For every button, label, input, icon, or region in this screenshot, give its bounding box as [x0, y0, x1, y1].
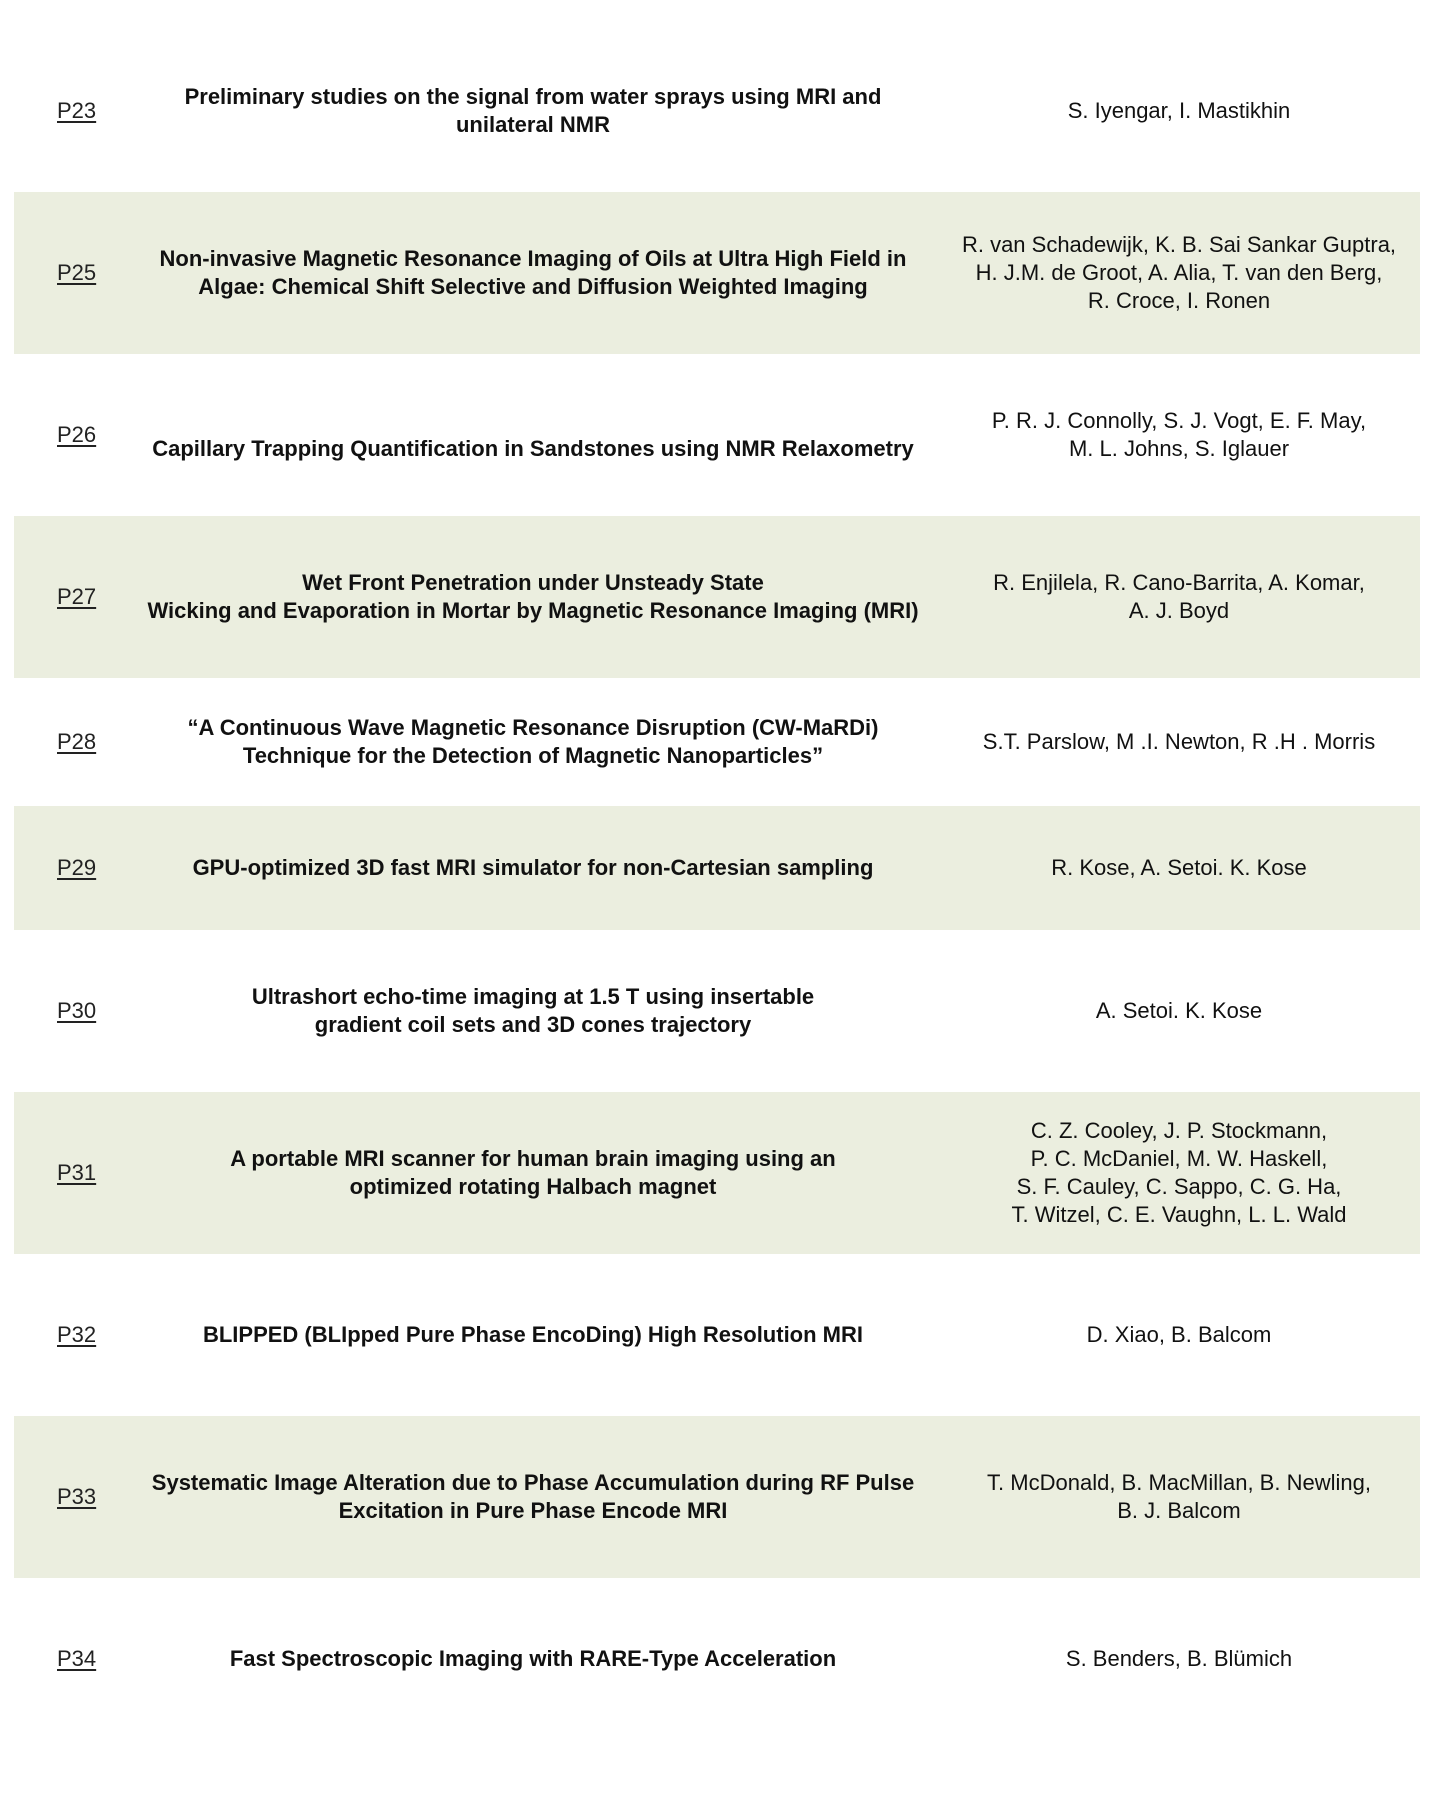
poster-title: “A Continuous Wave Magnetic Resonance Disruption (CW-MaRDi) Technique for the Detection of Magnetic Nanoparticles” — [187, 715, 879, 768]
poster-id-link[interactable]: P26 — [57, 422, 97, 447]
poster-id-link[interactable]: P28 — [57, 729, 97, 754]
poster-program-table — [14, 30, 1420, 1740]
poster-authors: T. McDonald, B. MacMillan, B. Newling, B. J. Balcom — [987, 1470, 1371, 1523]
poster-id-link[interactable]: P27 — [57, 584, 97, 609]
poster-authors: R. Kose, A. Setoi. K. Kose — [1051, 855, 1307, 880]
poster-authors: S. Benders, B. Blümich — [1065, 1646, 1293, 1671]
poster-row-p28 — [14, 678, 1420, 806]
poster-authors: S.T. Parslow, M .I. Newton, R .H . Morris — [982, 729, 1376, 754]
poster-row-p34 — [14, 1578, 1420, 1740]
poster-row-p23 — [14, 30, 1420, 192]
poster-id-link[interactable]: P29 — [57, 855, 97, 880]
poster-row-p30 — [14, 930, 1420, 1092]
poster-row-p32 — [14, 1254, 1420, 1416]
poster-id-link[interactable]: P30 — [57, 998, 97, 1023]
poster-id-link[interactable]: P31 — [57, 1160, 97, 1185]
poster-authors: S. Iyengar, I. Mastikhin — [1067, 98, 1291, 123]
poster-title: GPU-optimized 3D fast MRI simulator for non-Cartesian sampling — [192, 855, 874, 880]
poster-id-link[interactable]: P25 — [57, 260, 97, 285]
poster-row-p31 — [14, 1092, 1420, 1254]
poster-title: Capillary Trapping Quantification in Sandstones using NMR Relaxometry — [152, 436, 914, 461]
poster-title: Preliminary studies on the signal from water sprays using MRI and unilateral NMR — [184, 84, 882, 137]
poster-id-link[interactable]: P23 — [57, 98, 97, 123]
poster-authors: P. R. J. Connolly, S. J. Vogt, E. F. May, M. L. Johns, S. Iglauer — [991, 408, 1367, 461]
poster-id-link[interactable]: P33 — [57, 1484, 97, 1509]
poster-row-p29 — [14, 806, 1420, 930]
poster-title: Ultrashort echo-time imaging at 1.5 T using insertable gradient coil sets and 3D cones trajectory — [251, 984, 815, 1037]
poster-id-link[interactable]: P32 — [57, 1322, 97, 1347]
poster-row-p33 — [14, 1416, 1420, 1578]
poster-authors: R. van Schadewijk, K. B. Sai Sankar Guptra, H. J.M. de Groot, A. Alia, T. van den Berg, R. Croce, I. Ronen — [961, 232, 1397, 313]
poster-title: Fast Spectroscopic Imaging with RARE-Type Acceleration — [229, 1646, 837, 1671]
poster-authors: D. Xiao, B. Balcom — [1086, 1322, 1272, 1347]
poster-title: Systematic Image Alteration due to Phase Accumulation during RF Pulse Excitation in Pure Phase Encode MRI — [151, 1470, 915, 1523]
poster-title: A portable MRI scanner for human brain imaging using an optimized rotating Halbach magnet — [230, 1146, 836, 1199]
poster-id-link[interactable]: P34 — [57, 1646, 97, 1671]
poster-authors: R. Enjilela, R. Cano-Barrita, A. Komar, A. J. Boyd — [993, 570, 1365, 623]
poster-title: BLIPPED (BLIpped Pure Phase EncoDing) High Resolution MRI — [202, 1322, 864, 1347]
poster-row-p27 — [14, 516, 1420, 678]
poster-title: Wet Front Penetration under Unsteady State Wicking and Evaporation in Mortar by Magnetic Resonance Imaging (MRI) — [147, 570, 919, 623]
poster-row-p25 — [14, 192, 1420, 354]
poster-authors: A. Setoi. K. Kose — [1095, 998, 1263, 1023]
poster-authors: C. Z. Cooley, J. P. Stockmann, P. C. McDaniel, M. W. Haskell, S. F. Cauley, C. Sappo, C. G. Ha, T. Witzel, C. E. Vaughn, L. L. Wald — [1011, 1118, 1347, 1227]
poster-title: Non-invasive Magnetic Resonance Imaging of Oils at Ultra High Field in Algae: Chemical Shift Selective and Diffusion Weighted Imaging — [159, 246, 907, 299]
poster-row-p26 — [14, 354, 1420, 516]
